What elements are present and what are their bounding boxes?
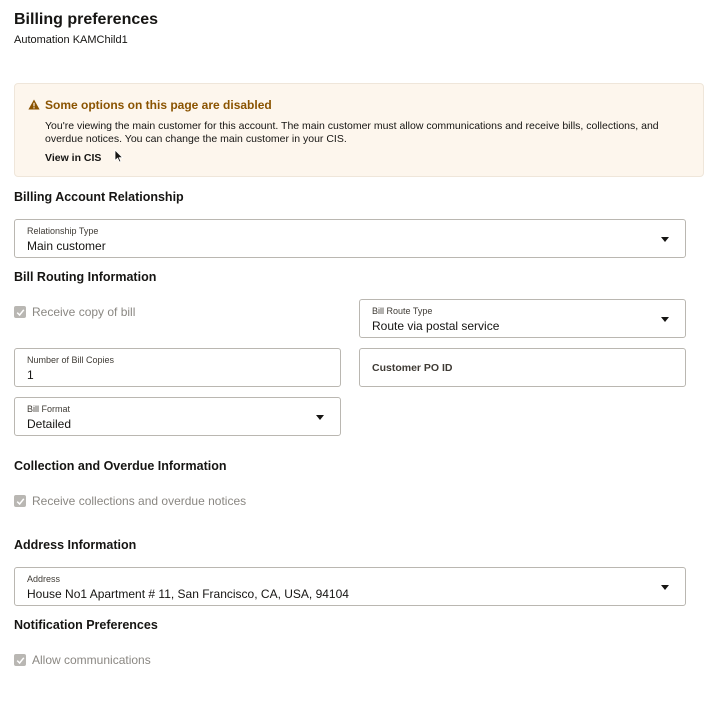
relationship-type-select[interactable]: [14, 219, 686, 258]
banner-title: Some options on this page are disabled: [45, 98, 272, 112]
page-title: Billing preferences: [14, 11, 159, 28]
relationship-type-value: Main customer: [27, 239, 106, 253]
receive-notices-checkbox-row[interactable]: [14, 494, 246, 508]
receive-copy-checkbox-row[interactable]: [14, 305, 135, 319]
address-label: Address: [27, 574, 61, 584]
bill-route-type-select[interactable]: [359, 299, 686, 338]
address-select[interactable]: [14, 567, 686, 606]
allow-communications-label: Allow communications: [32, 653, 151, 667]
bill-routing-heading: Bill Routing Information: [14, 270, 157, 284]
chevron-down-icon[interactable]: [661, 237, 669, 242]
bill-format-value: Detailed: [27, 417, 72, 431]
bill-route-type-value: Route via postal service: [372, 319, 500, 333]
customer-po-id-placeholder: Customer PO ID: [372, 362, 453, 374]
number-of-bill-copies-value: 1: [27, 368, 34, 382]
number-of-bill-copies-input[interactable]: [14, 348, 341, 387]
chevron-down-icon[interactable]: [661, 317, 669, 322]
bill-route-type-label: Bill Route Type: [372, 306, 433, 316]
number-of-bill-copies-label: Number of Bill Copies: [27, 355, 115, 365]
view-in-cis-link[interactable]: View in CIS: [45, 152, 102, 164]
receive-notices-checkbox[interactable]: [14, 495, 26, 507]
chevron-down-icon[interactable]: [661, 585, 669, 590]
relationship-type-label: Relationship Type: [27, 226, 99, 236]
receive-copy-checkbox[interactable]: [14, 306, 26, 318]
mouse-cursor-icon: [114, 149, 124, 163]
allow-communications-checkbox-row[interactable]: [14, 653, 151, 667]
warning-icon: [28, 99, 40, 110]
page-subtitle: Automation KAMChild1: [14, 34, 128, 46]
check-icon: [16, 497, 25, 506]
check-icon: [16, 656, 25, 665]
bill-format-select[interactable]: [14, 397, 341, 436]
receive-copy-label: Receive copy of bill: [32, 305, 136, 319]
banner-text: You're viewing the main customer for this account. The main customer must allow communications and receive bills, collections, and overdue notices. You can change the main customer in your CIS.: [45, 120, 659, 145]
chevron-down-icon[interactable]: [316, 415, 324, 420]
billing-account-relationship-heading: Billing Account Relationship: [14, 190, 184, 204]
allow-communications-checkbox[interactable]: [14, 654, 26, 666]
check-icon: [16, 308, 25, 317]
notification-preferences-heading: Notification Preferences: [14, 618, 158, 632]
customer-po-id-input[interactable]: [359, 348, 686, 387]
address-heading: Address Information: [14, 538, 137, 552]
receive-notices-label: Receive collections and overdue notices: [32, 494, 247, 508]
bill-format-label: Bill Format: [27, 404, 71, 414]
collection-heading: Collection and Overdue Information: [14, 459, 227, 473]
address-value: House No1 Apartment # 11, San Francisco, CA, USA, 94104: [27, 587, 349, 601]
